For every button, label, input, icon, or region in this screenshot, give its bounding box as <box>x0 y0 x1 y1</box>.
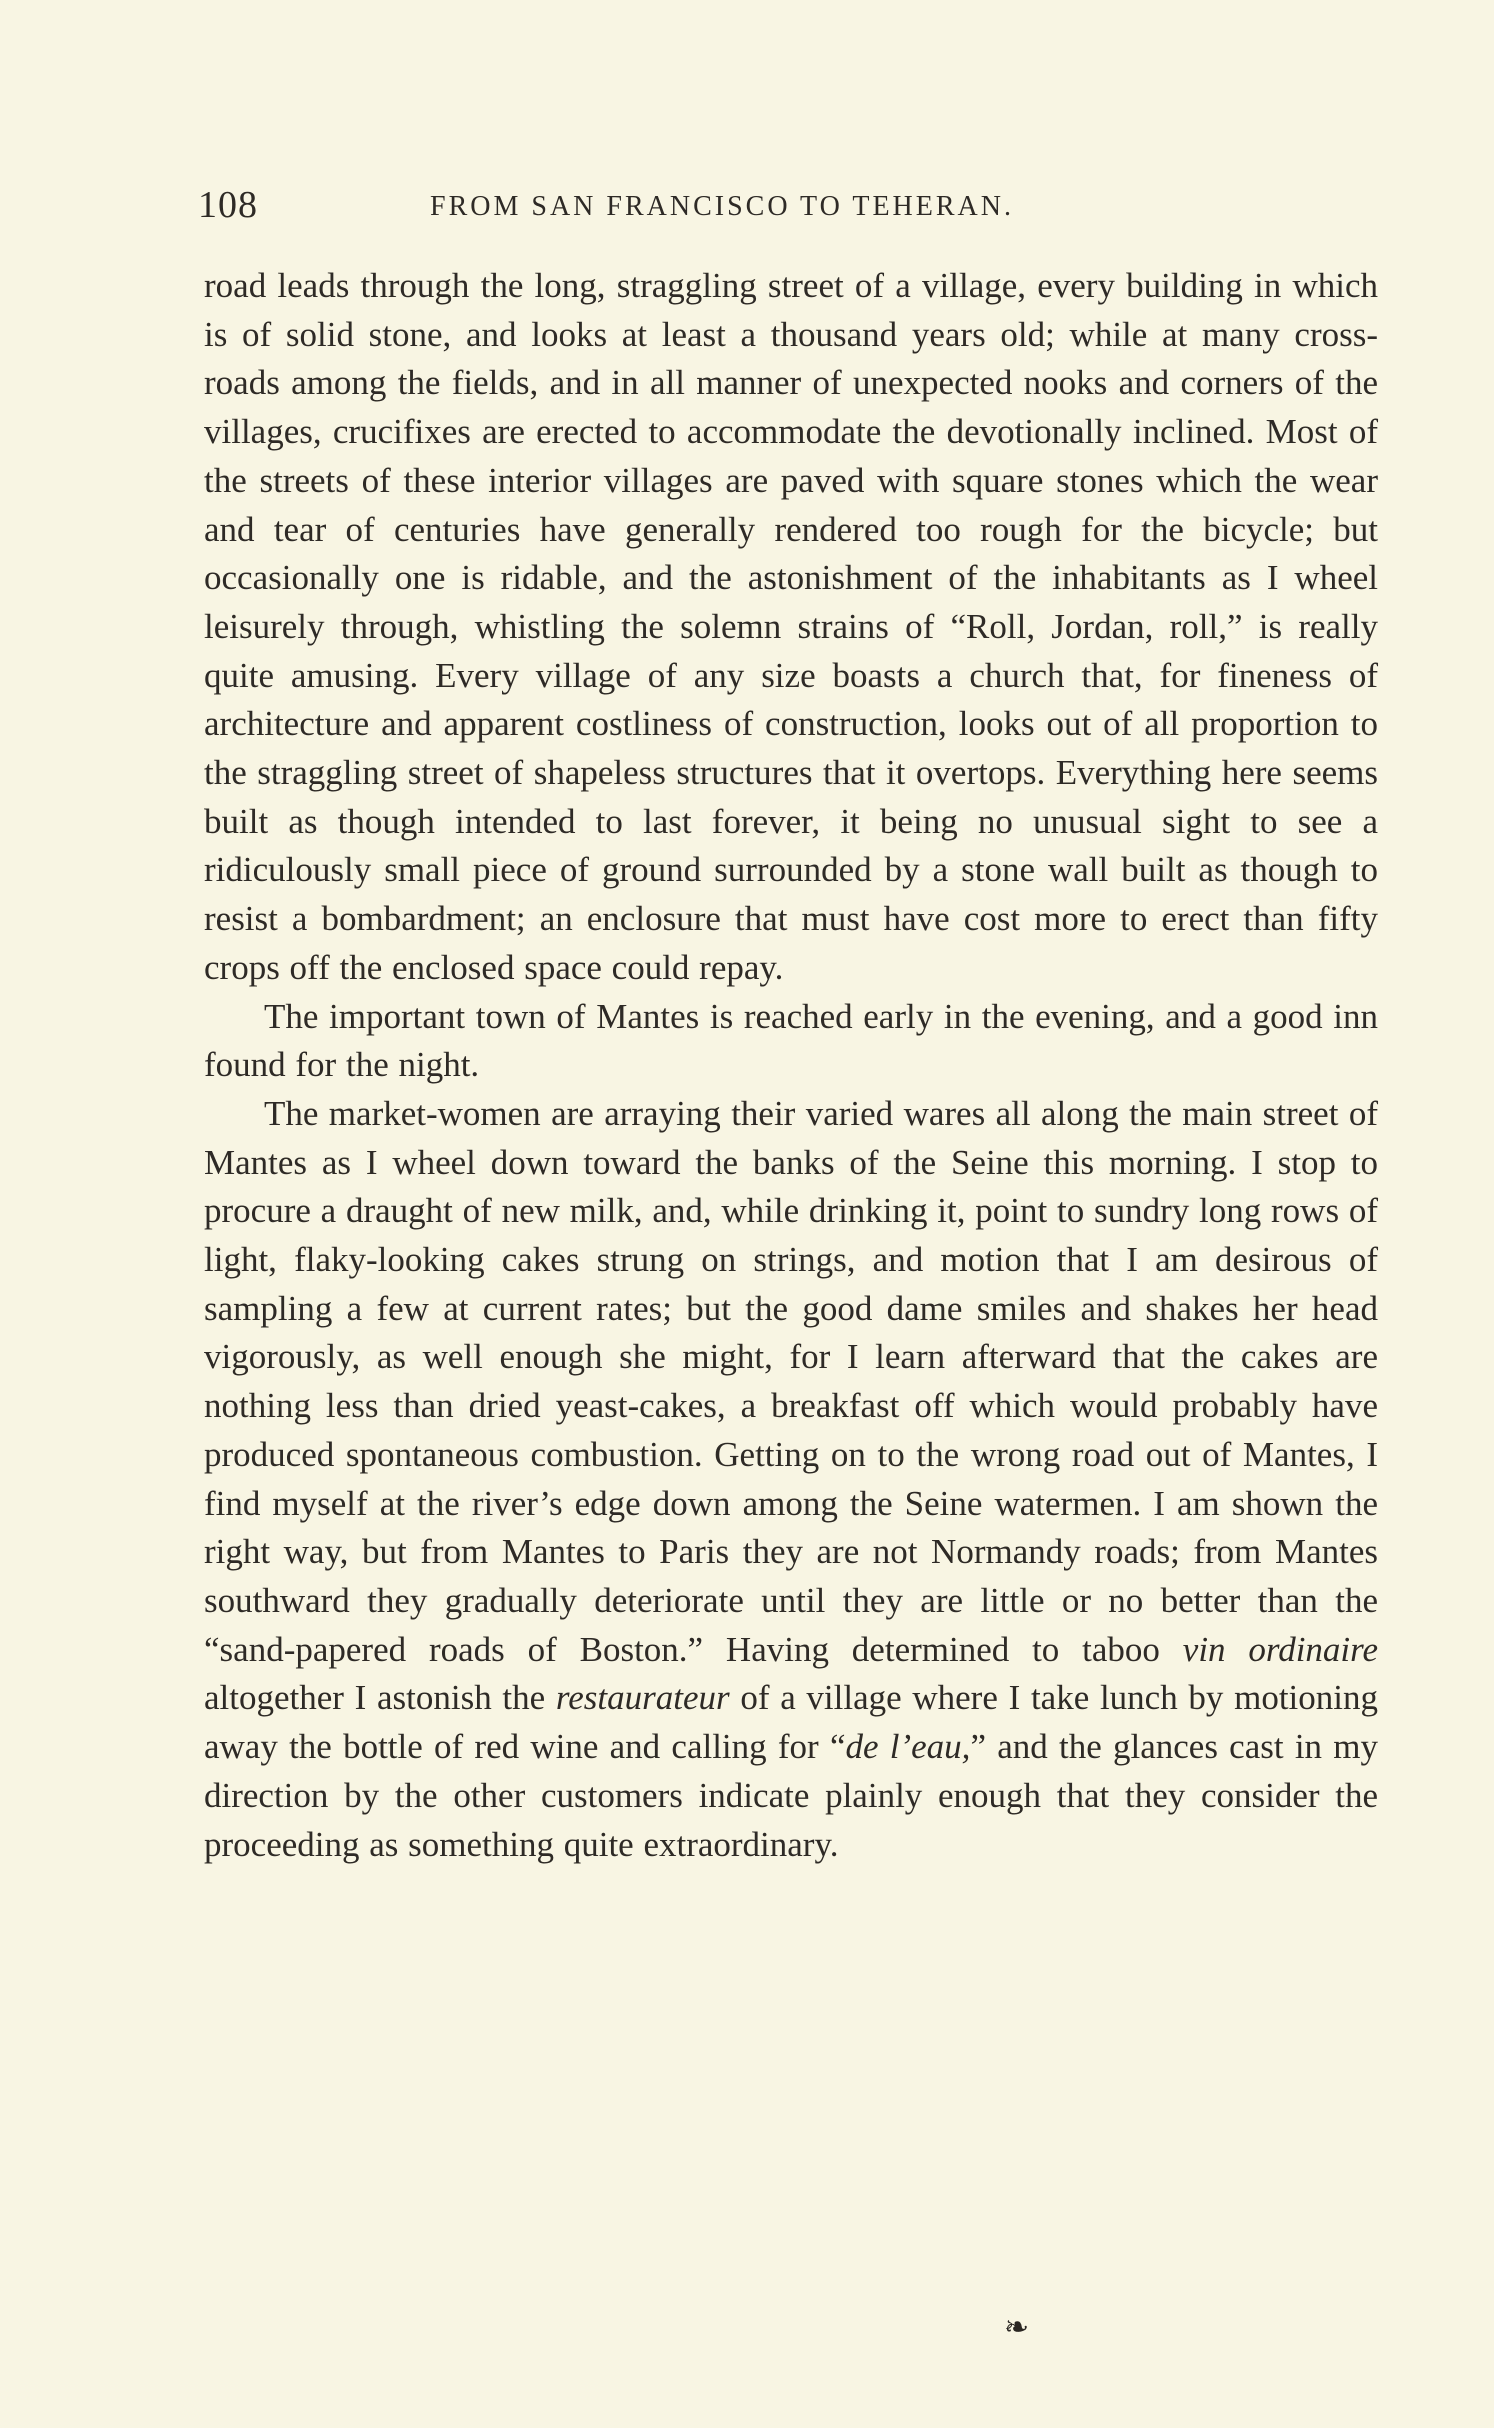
paragraph-1: road leads through the long, straggling street of a village, every building in which is of solid stone, and looks at least a thousand years old; while at many cross-roads among the fields, and in all manner of unexpected nooks and corners of the villages, crucifixes are erected to accommodate the devotionally inclined. Most of the streets of these interior villages are paved with square stones which the wear and tear of centuries have generally rendered too rough for the bicycle; but occasionally one is ridable, and the astonishment of the inhabitants as I wheel leisurely through, whistling the solemn strains of “Roll, Jordan, roll,” is really quite amusing. Every village of any size boasts a church that, for fineness of architecture and apparent costliness of construction, looks out of all proportion to the straggling street of shapeless structures that it overtops. Everything here seems built as though intended to last forever, it being no unusual sight to see a ridiculously small piece of ground surrounded by a stone wall built as though to resist a bombardment; an enclosure that must have cost more to erect than fifty crops off the enclosed space could repay. <box>204 266 1378 987</box>
running-title: FROM SAN FRANCISCO TO TEHERAN. <box>430 191 1014 222</box>
paragraph-2: The important town of Mantes is reached early in the evening, and a good inn found for the night. <box>204 996 1378 1085</box>
running-head <box>198 183 1378 233</box>
paragraph-3-text-2: altogether I astonish the <box>204 1678 546 1718</box>
italic-restaurateur: restaurateur <box>555 1678 730 1718</box>
italic-de-leau: de l’eau, <box>845 1727 971 1767</box>
body-text <box>204 262 1378 1869</box>
paragraph-3-text-3: of a village where I take lunch by motioning away the bottle of red wine and calling for “ <box>204 1678 1379 1767</box>
fleuron-ornament: ❧ <box>1004 2311 1030 2344</box>
italic-vin-ordinaire: vin ordinaire <box>1182 1629 1379 1669</box>
paragraph-3-text-1: The market-women are arraying their varied wares all along the main street of Mantes as I wheel down toward the banks of the Seine this morning. I stop to procure a draught of new milk, and, while drinking it, point to sundry long rows of light, flaky-looking cakes strung on strings, and motion that I am desirous of sampling a few at current rates; but the good dame smiles and shakes her head vigorously, as well enough she might, for I learn afterward that the cakes are nothing less than dried yeast-cakes, a breakfast off which would probably have produced spontaneous combustion. Getting on to the wrong road out of Mantes, I find myself at the river’s edge down among the Seine watermen. I am shown the right way, but from Mantes to Paris they are not Normandy roads; from Mantes southward they gradually deteriorate until they are little or no better than the “sand-papered roads of Boston.” Having determined to taboo <box>204 1093 1378 1669</box>
paragraph-3 <box>204 1090 1378 1869</box>
paragraph-3-text-4: ” and the glances cast in my direction by the other customers indicate plainly enough that they consider the proceeding as something quite extraordinary. <box>204 1727 1379 1864</box>
page-number: 108 <box>198 184 258 226</box>
